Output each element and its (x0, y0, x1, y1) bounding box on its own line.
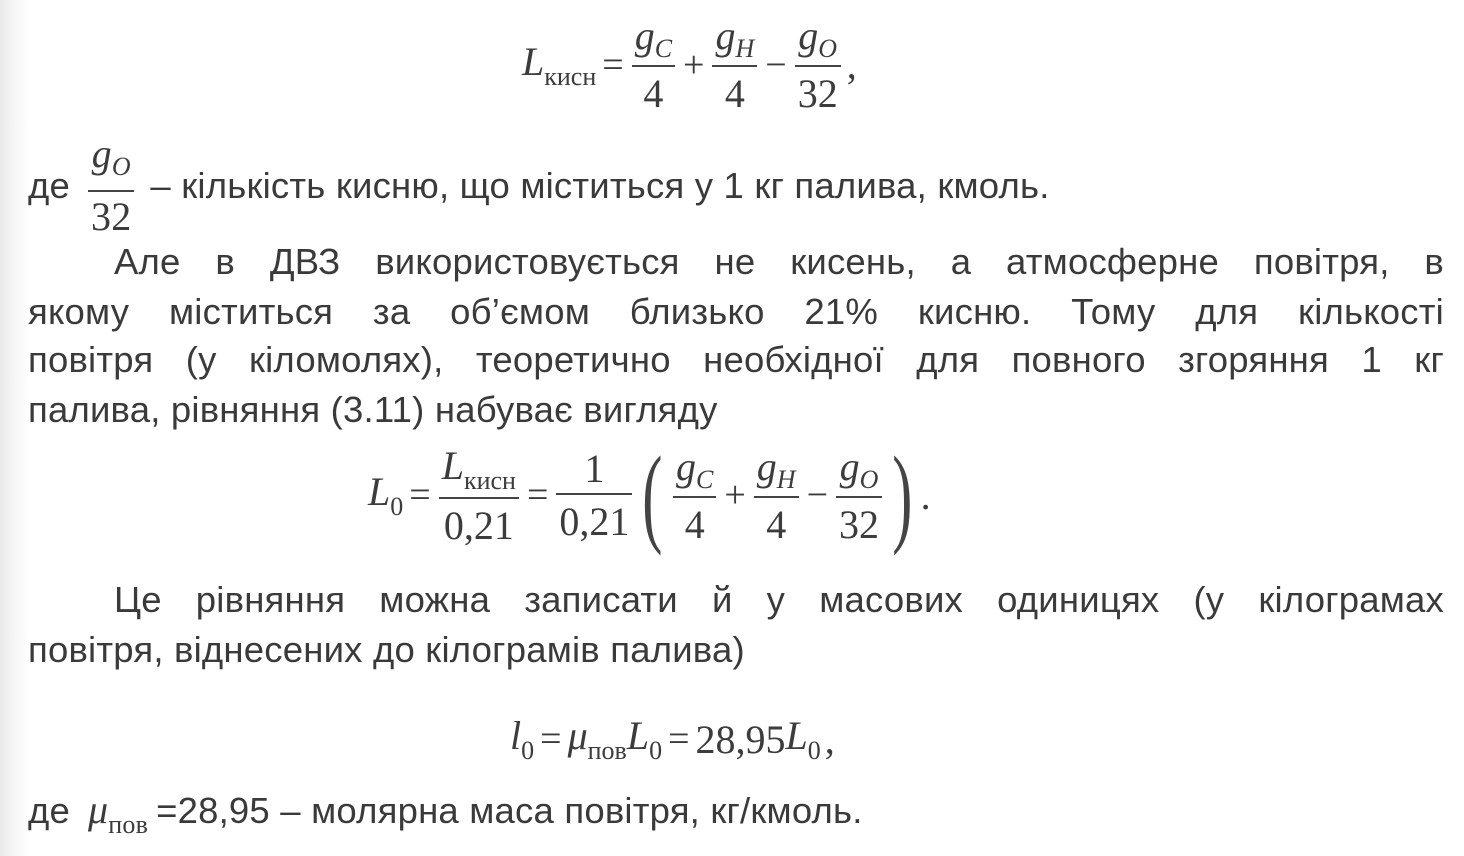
def2-prefix: де (28, 790, 70, 831)
eq2-plus: + (724, 474, 746, 516)
paragraph-1-line-4: палива, рівняння (3.11) набуває вигляду (28, 389, 718, 430)
eq1-lhs: $L_{кисн}$ (522, 38, 597, 91)
eq2-period: . (920, 472, 931, 518)
eq3-lhs: $l_0$ (510, 713, 535, 765)
eq1-plus: + (683, 43, 705, 86)
eq2-minus: − (806, 474, 829, 516)
paragraph-1-line-3: повітря (у кіломолях), теоретично необхідної для повного згоряння 1 кг (28, 339, 1444, 380)
eq2-lhs: $L_0$ (368, 469, 404, 521)
eq1-minus: − (765, 43, 787, 86)
eq3-equals-2: = (668, 718, 690, 760)
eq3-comma: , (824, 716, 835, 762)
eq2-right-paren: ) (892, 434, 913, 556)
paragraph-1-line-1: Але в ДВЗ використовується не кисень, а атмосферне повітря, в (114, 241, 1444, 282)
eq2-fraction-c: $\frac{g_C}{4}$ (673, 443, 716, 548)
eq2-fraction-oxygen: $\frac{L_{кисн}}{0,21}$ (439, 442, 519, 549)
eq2-equals-2: = (526, 474, 549, 516)
eq1-fraction-c: $\frac{g_C}{4}$ (632, 12, 675, 117)
paragraph-2-line-1: Це рівняння можна записати й у масових одиницях (у кілограмах (114, 579, 1444, 620)
def1-prefix: де (28, 164, 70, 206)
definition-oxygen (28, 132, 1050, 239)
equation-air-amount (368, 434, 931, 556)
equation-air-mass (510, 712, 835, 766)
eq3-L0: $L_0$ (626, 713, 663, 765)
eq1-fraction-h: $\frac{g_H}{4}$ (712, 12, 757, 117)
def2-mu: $\mu_{пов}$ (88, 787, 149, 839)
def1-text: – кількість кисню, що міститься у 1 кг палива, кмоль. (150, 164, 1050, 206)
eq3-L0-2: $L_0$ (785, 713, 821, 765)
def1-fraction: $\frac{g_O}{32}$ (88, 132, 134, 239)
eq3-mu: $\mu_{пов}$ (567, 713, 627, 765)
eq2-left-paren: ( (642, 434, 663, 556)
eq3-equals-1: = (540, 718, 562, 760)
def2-text: =28,95 – молярна маса повітря, кг/кмоль. (156, 790, 863, 831)
eq2-fraction-coef: $\frac{1}{0,21}$ (556, 445, 632, 545)
equation-oxygen-amount (522, 12, 857, 117)
paragraph-1-line-2: якому міститься за об’ємом близько 21% кисню. Тому для кількості (28, 291, 1444, 332)
eq2-fraction-h: $\frac{g_H}{4}$ (754, 443, 799, 548)
eq2-fraction-o: $\frac{g_O}{32}$ (836, 443, 882, 548)
eq1-equals: = (602, 43, 624, 86)
definition-molar-mass (28, 786, 863, 849)
eq2-equals-1: = (409, 474, 431, 516)
eq1-comma: , (846, 42, 857, 87)
paragraph-2-line-2: повітря, віднесених до кілограмів палива) (28, 629, 745, 670)
eq3-coefficient: 28,95 (695, 716, 786, 762)
eq1-fraction-o: $\frac{g_O}{32}$ (795, 12, 841, 117)
